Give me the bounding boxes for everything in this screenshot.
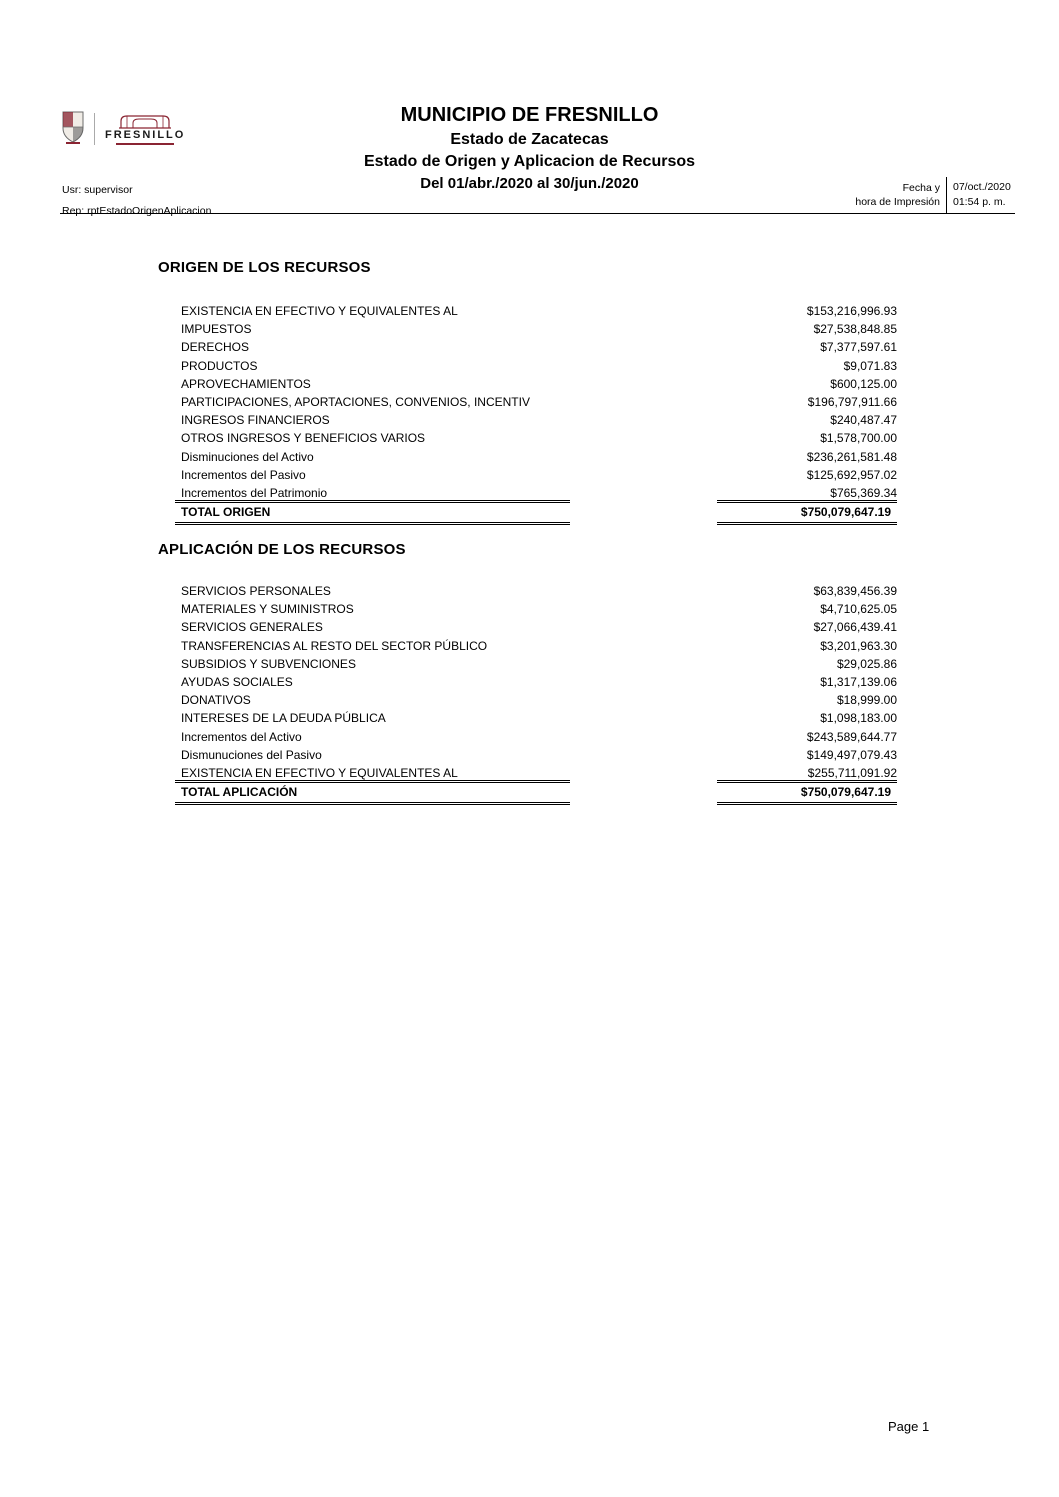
row-label: SERVICIOS GENERALES: [181, 620, 323, 635]
row-label: EXISTENCIA EN EFECTIVO Y EQUIVALENTES AL: [181, 765, 458, 780]
row-amount: $63,839,456.39: [813, 584, 897, 599]
report-row: [181, 709, 897, 727]
report-row: [181, 746, 897, 764]
report-meta: [62, 180, 211, 222]
row-label: TRANSFERENCIAS AL RESTO DEL SECTOR PÚBLICO: [181, 638, 488, 653]
logo-wordmark: FRESNILLO: [105, 129, 186, 141]
print-time: 01:54 p. m.: [953, 196, 1006, 208]
row-label: EXISTENCIA EN EFECTIVO Y EQUIVALENTES AL: [181, 304, 458, 319]
report-row: [181, 357, 897, 375]
total-origen-label: TOTAL ORIGEN: [175, 500, 570, 525]
row-label: Incrementos del Pasivo: [181, 467, 306, 482]
row-label: Incrementos del Patrimonio: [181, 485, 328, 500]
row-amount: $240,487.47: [830, 413, 897, 428]
header-divider: [60, 213, 1015, 214]
row-amount: $1,578,700.00: [820, 431, 897, 446]
row-label: Incrementos del Activo: [181, 729, 302, 744]
report-row: [181, 655, 897, 673]
row-amount: $7,377,597.61: [820, 340, 897, 355]
row-amount: $600,125.00: [830, 376, 897, 391]
row-amount: $153,216,996.93: [806, 304, 897, 319]
report-row: [181, 691, 897, 709]
report-row: [181, 673, 897, 691]
report-row: [181, 448, 897, 466]
print-info-label: [855, 177, 947, 213]
report-row: [181, 728, 897, 746]
report-row: [181, 375, 897, 393]
total-aplicacion-amount: $750,079,647.19: [717, 780, 897, 805]
aplicacion-rows: [181, 582, 897, 782]
row-label: INTERESES DE LA DEUDA PÚBLICA: [181, 711, 386, 726]
report-row: [181, 582, 897, 600]
row-label: APROVECHAMIENTOS: [181, 376, 311, 391]
print-info: [855, 177, 1015, 213]
total-origen-amount: $750,079,647.19: [717, 500, 897, 525]
print-date: 07/oct./2020: [953, 181, 1011, 193]
origen-rows: [181, 302, 897, 502]
row-label: Dismunuciones del Pasivo: [181, 747, 322, 762]
report-row: [181, 393, 897, 411]
row-amount: $27,538,848.85: [813, 322, 897, 337]
report-row: [181, 618, 897, 636]
section-heading-origen: ORIGEN DE LOS RECURSOS: [158, 259, 371, 276]
print-label-line2: hora de Impresión: [855, 196, 940, 208]
row-amount: $3,201,963.30: [820, 638, 897, 653]
user-label: Usr: supervisor: [62, 184, 133, 196]
row-amount: $18,999.00: [836, 693, 897, 708]
report-row: [181, 302, 897, 320]
report-row: [181, 429, 897, 447]
row-amount: $1,317,139.06: [820, 675, 897, 690]
section-heading-aplicacion: APLICACIÓN DE LOS RECURSOS: [158, 541, 406, 558]
row-amount: $1,098,183.00: [820, 711, 897, 726]
row-amount: $236,261,581.48: [806, 449, 897, 464]
row-label: AYUDAS SOCIALES: [181, 675, 293, 690]
report-id-label: Rep: rptEstadoOrigenAplicacion: [62, 205, 212, 217]
row-amount: $29,025.86: [836, 656, 897, 671]
row-label: IMPUESTOS: [181, 322, 252, 337]
row-amount: $4,710,625.05: [820, 602, 897, 617]
row-amount: $125,692,957.02: [806, 467, 897, 482]
report-row: [181, 600, 897, 618]
row-amount: $765,369.34: [830, 485, 897, 500]
report-row: [181, 411, 897, 429]
report-title: Estado de Origen y Aplicacion de Recursos: [363, 153, 696, 170]
row-label: DERECHOS: [181, 340, 250, 355]
print-info-values: [947, 177, 1015, 213]
row-label: DONATIVOS: [181, 693, 251, 708]
report-row: [181, 466, 897, 484]
row-label: Disminuciones del Activo: [181, 449, 314, 464]
total-aplicacion-row: [175, 780, 897, 805]
row-amount: $9,071.83: [843, 358, 897, 373]
total-origen-row: [175, 500, 897, 525]
row-amount: $196,797,911.66: [807, 395, 897, 410]
row-label: SERVICIOS PERSONALES: [181, 584, 331, 599]
row-label: SUBSIDIOS Y SUBVENCIONES: [181, 656, 356, 671]
total-aplicacion-label: TOTAL APLICACIÓN: [175, 780, 570, 805]
row-amount: $27,066,439.41: [813, 620, 897, 635]
state-subtitle: Estado de Zacatecas: [450, 131, 609, 148]
row-amount: $149,497,079.43: [806, 747, 897, 762]
row-label: PRODUCTOS: [181, 358, 258, 373]
row-amount: $243,589,644.77: [806, 729, 897, 744]
page-number: Page 1: [888, 1419, 930, 1434]
print-label-line1: Fecha y: [902, 182, 940, 194]
row-label: INGRESOS FINANCIEROS: [181, 413, 330, 428]
report-period: Del 01/abr./2020 al 30/jun./2020: [420, 175, 639, 192]
row-label: MATERIALES Y SUMINISTROS: [181, 602, 354, 617]
municipality-title: MUNICIPIO DE FRESNILLO: [400, 104, 659, 126]
report-row: [181, 637, 897, 655]
report-row: [181, 338, 897, 356]
row-label: OTROS INGRESOS Y BENEFICIOS VARIOS: [181, 431, 426, 446]
row-amount: $255,711,091.92: [807, 765, 897, 780]
report-row: [181, 320, 897, 338]
row-label: PARTICIPACIONES, APORTACIONES, CONVENIOS, INCENTIV: [181, 395, 530, 410]
